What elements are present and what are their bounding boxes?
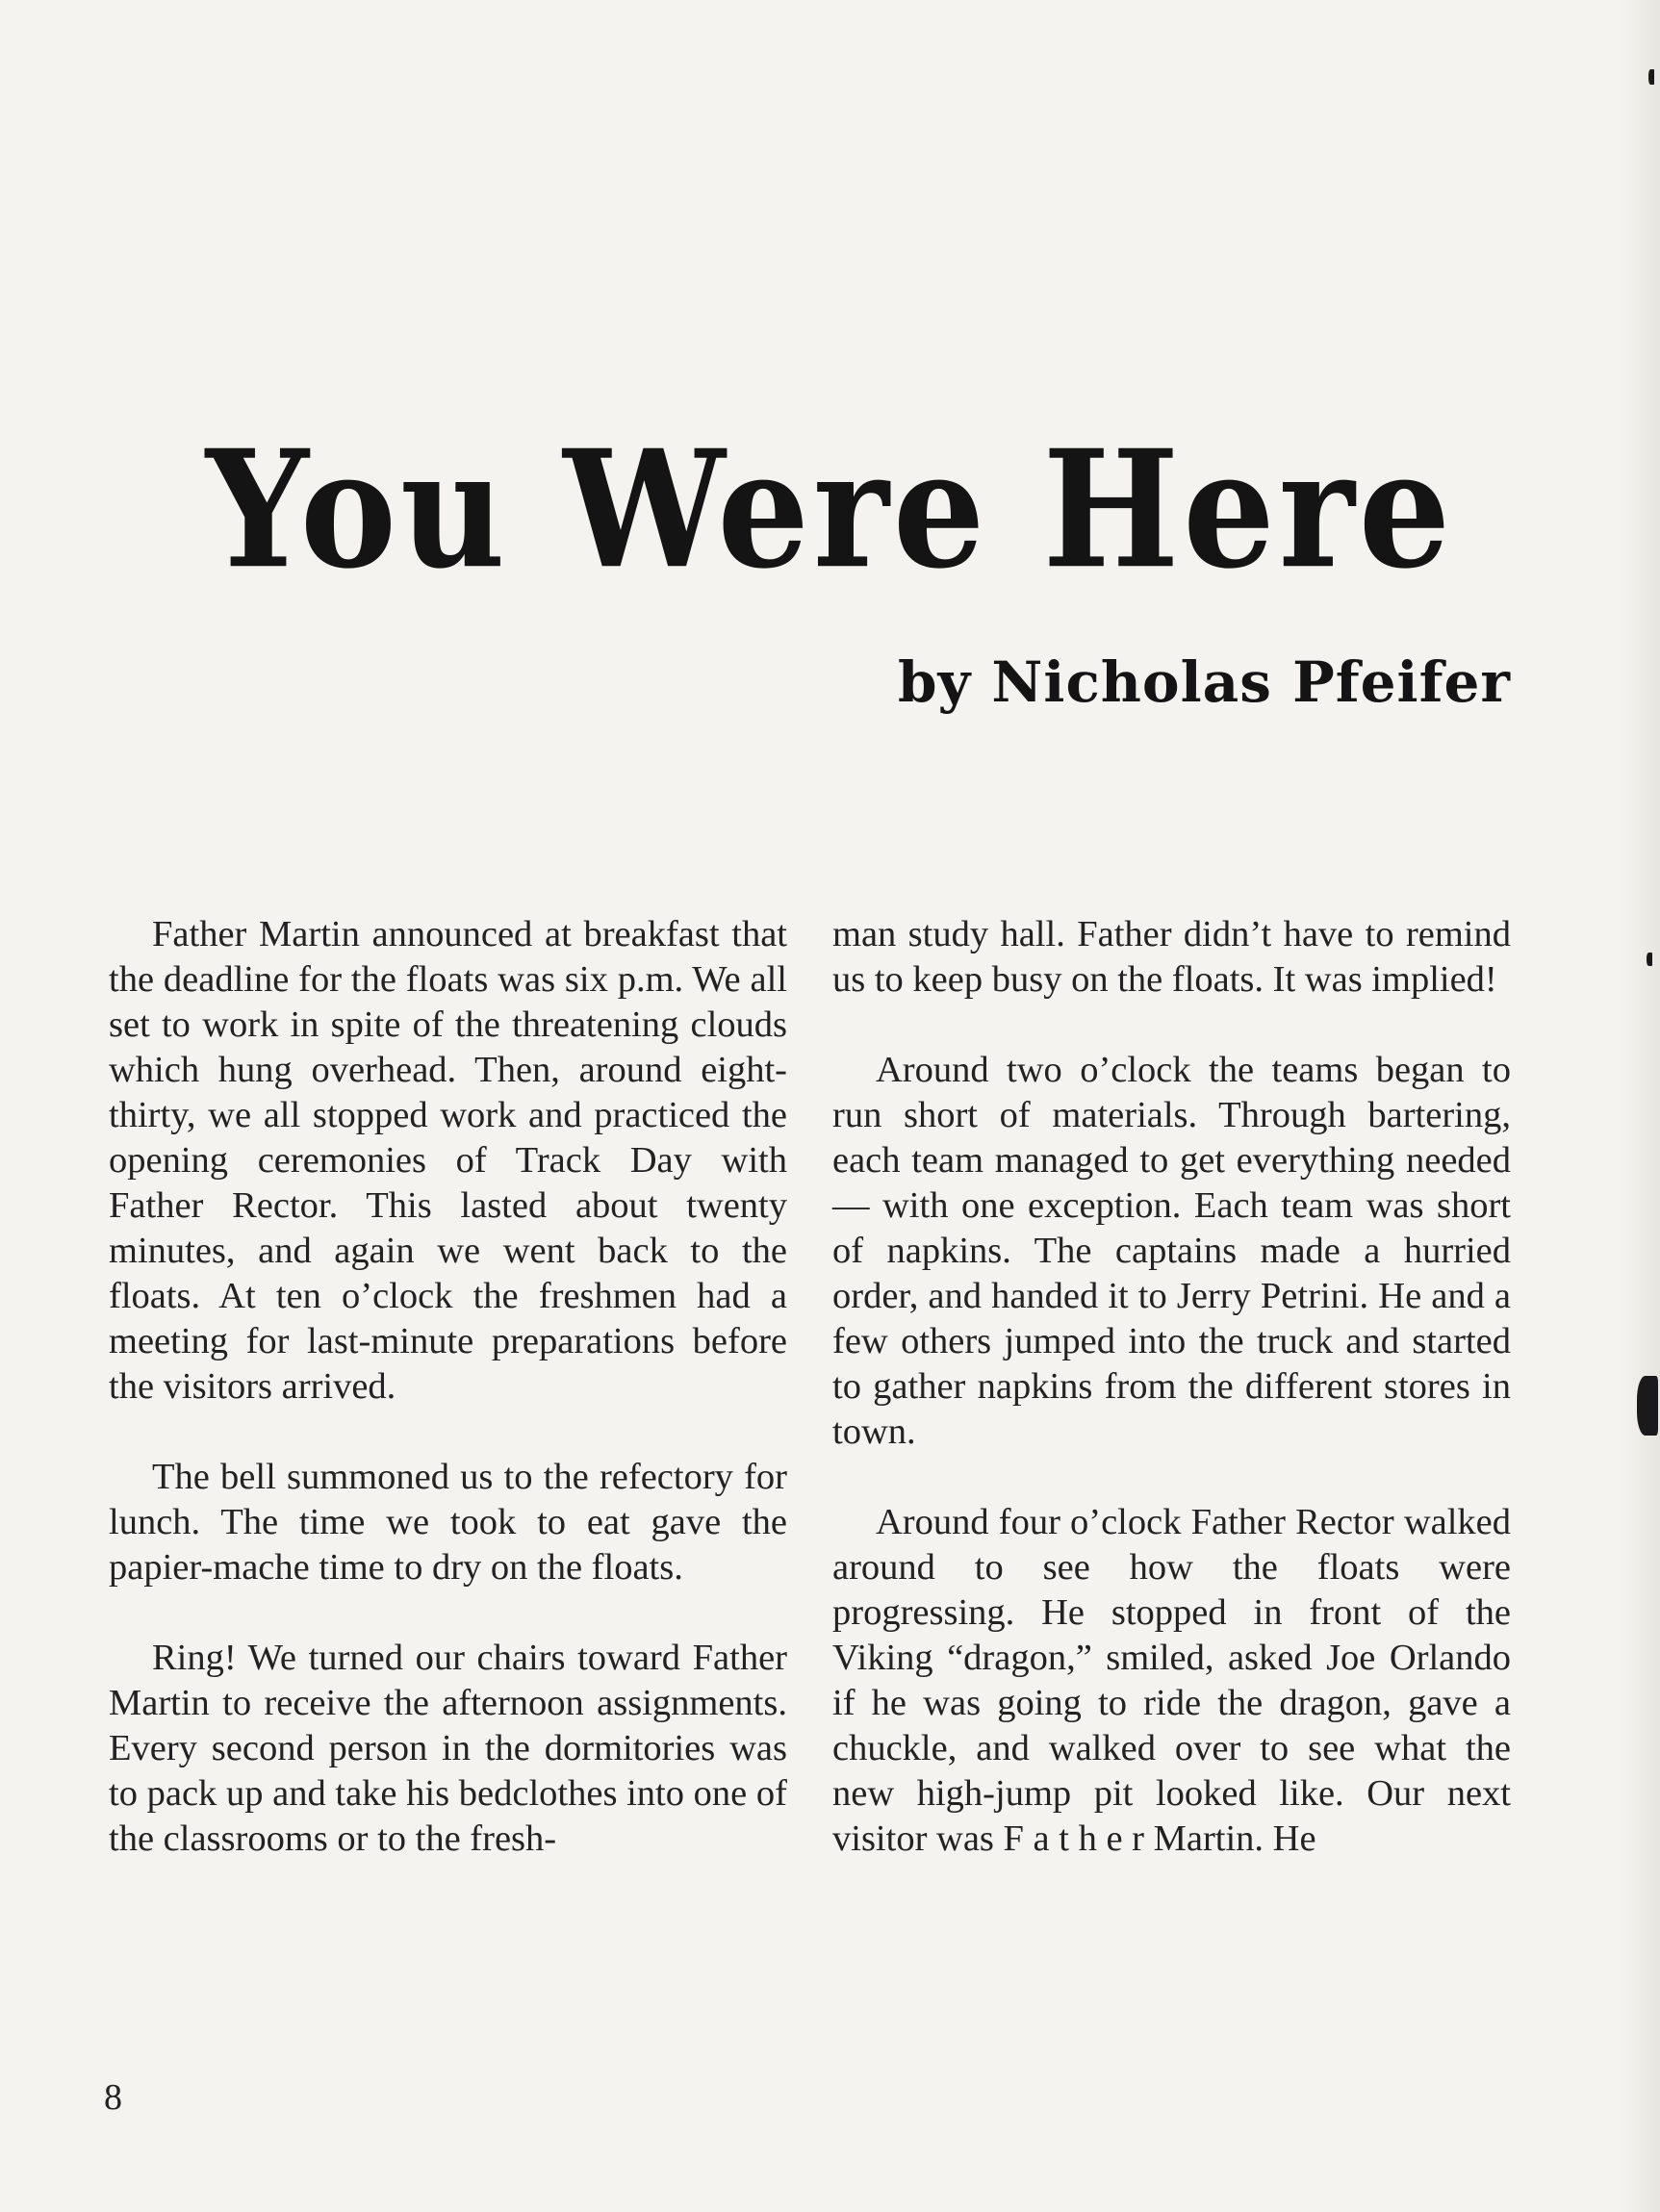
- paragraph: Ring! We turned our chairs toward Father Martin to receive the afternoon assignments. Every second person in the dormitories was to pack up and take his bedclothes into one of the classrooms or to the fresh-: [109, 1638, 787, 1859]
- binding-mark: [1647, 953, 1652, 966]
- page-number: 8: [104, 2077, 122, 2118]
- paragraph: man study hall. Father didn’t have to remind us to keep busy on the floats. It was implied!: [832, 914, 1511, 1000]
- paragraph: Around two o’clock the teams began to run short of materials. Through bartering, each team managed to get everything needed — with one exception. Each team was short of napkins. The captains made a hurried order, and handed it to Jerry Petrini. He and a few others jumped into the truck and started to gather napkins from the different stores in town.: [832, 1050, 1511, 1452]
- paragraph: Father Martin announced at breakfast that the deadline for the floats was six p.m. We all set to work in spite of the threatening clouds which hung overhead. Then, around eight-thirty, we all stopped work and practiced the opening ceremonies of Track Day with Father Rector. This lasted about twenty minutes, and again we went back to the floats. At ten o’clock the freshmen had a meeting for last-minute preparations before the visitors arrived.: [109, 914, 787, 1407]
- page-edge-shadow: [1622, 0, 1660, 2212]
- paragraph: Around four o’clock Father Rector walked around to see how the floats were progressing. He stopped in front of the Viking “dragon,” smiled, asked Joe Orlando if he was going to ride the dragon, gave a chuckle, and walked over to see what the new high-jump pit looked like. Our next visitor was F a t h e r Martin. He: [832, 1502, 1511, 1859]
- paragraph: The bell summoned us to the refectory for lunch. The time we took to eat gave the papier-mache time to dry on the floats.: [109, 1457, 787, 1588]
- binding-mark: [1648, 69, 1654, 85]
- binding-mark: [1637, 1376, 1658, 1436]
- text-column-right: [832, 912, 1511, 1862]
- article-byline: by Nicholas Pfeifer: [897, 649, 1511, 715]
- article-title: You Were Here: [205, 414, 1455, 605]
- text-column-left: [109, 912, 787, 1862]
